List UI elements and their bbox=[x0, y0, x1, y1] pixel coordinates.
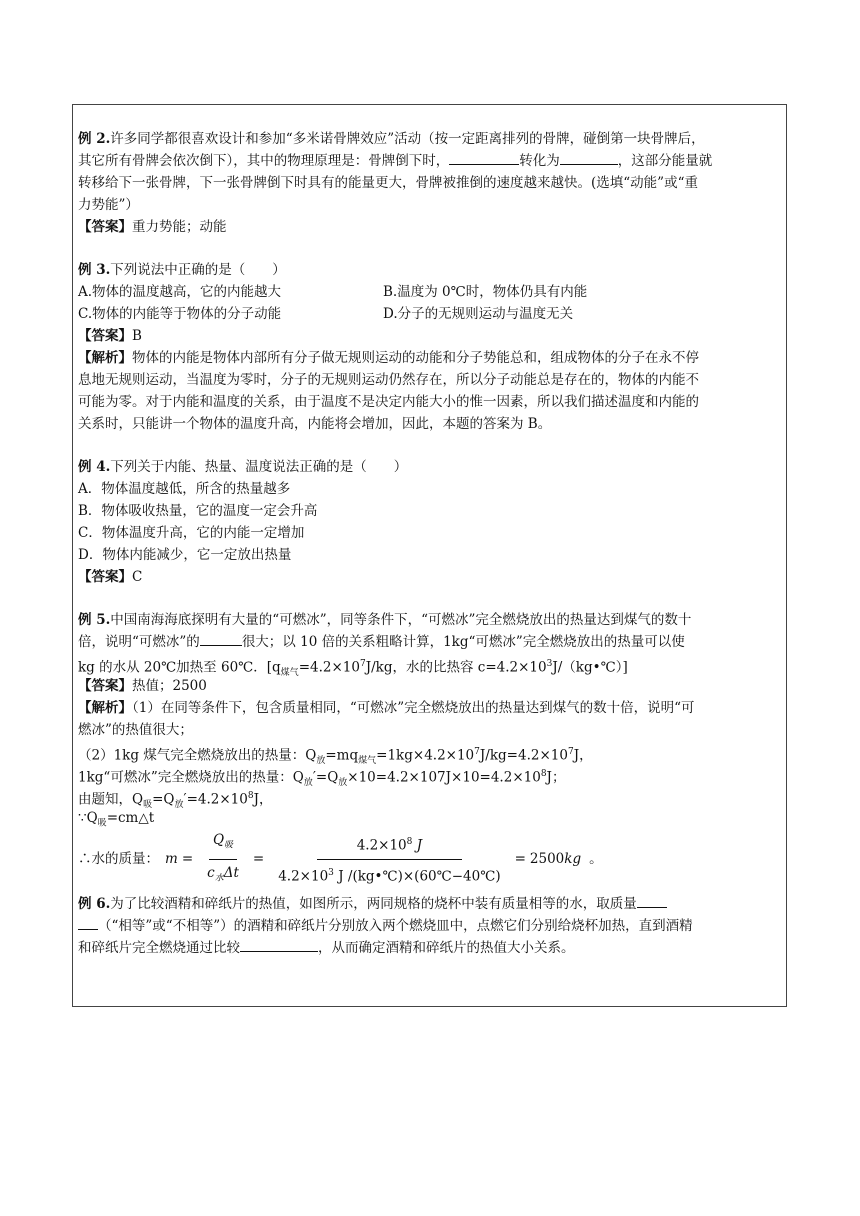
example-6-line-3b: ，从而确定酒精和碎纸片的热值大小关系。 bbox=[318, 940, 575, 956]
superscript: 8 bbox=[247, 791, 254, 801]
subscript: 吸 bbox=[143, 800, 153, 811]
superscript: 8 bbox=[406, 837, 413, 847]
formula-unit: kg bbox=[564, 851, 582, 867]
example-3-label: 例 3. bbox=[78, 262, 111, 278]
answer-label: 【答案】 bbox=[78, 569, 132, 585]
analysis-line-1: 物体的内能是物体内部所有分子做无规则运动的动能和分子势能总和，组成物体的分子在永不停 bbox=[132, 350, 699, 366]
answer-text: 重力势能；动能 bbox=[132, 219, 227, 235]
example-4 bbox=[78, 456, 784, 588]
denominator: 4.2×10 bbox=[278, 868, 329, 884]
answer-label: 【答案】 bbox=[78, 678, 132, 694]
analysis-line-2: 燃冰”的热值很大； bbox=[78, 722, 193, 738]
option-c: C．物体温度升高，它的内能一定增加 bbox=[78, 525, 305, 541]
formula-result: 2500 bbox=[529, 851, 565, 867]
equals-sign: = bbox=[514, 851, 526, 867]
analysis-line-5d: J， bbox=[253, 791, 273, 808]
example-2-line-4: 力势能”） bbox=[78, 197, 139, 213]
mass-formula bbox=[78, 831, 784, 887]
analysis-line-3c: =1kg×4.2×10 bbox=[376, 747, 475, 764]
example-5-line-2b: 很大；以 10 倍的关系粗略计算，1kg“可燃冰”完全燃烧放出的热量可以使 bbox=[241, 634, 685, 650]
answer-blank-1[interactable] bbox=[449, 150, 519, 165]
answer-text: C bbox=[132, 569, 143, 585]
subscript: 吸 bbox=[224, 840, 234, 851]
superscript: 8 bbox=[540, 769, 547, 779]
option-b: B．物体吸收热量，它的温度一定会升高 bbox=[78, 503, 318, 519]
example-3-stem: 下列说法中正确的是（ ） bbox=[110, 262, 286, 278]
option-b: B.温度为 0℃时，物体仍具有内能 bbox=[383, 284, 588, 300]
example-2 bbox=[78, 128, 784, 238]
example-5-line-3a: kg 的水从 20℃加热至 60℃．[q bbox=[78, 659, 281, 676]
example-6-line-3a: 和碎纸片完全燃烧通过比较 bbox=[78, 940, 240, 956]
superscript: 3 bbox=[328, 867, 334, 878]
superscript: 7 bbox=[359, 659, 366, 669]
answer-blank-5[interactable] bbox=[240, 937, 318, 952]
analysis-line-4d: J； bbox=[546, 769, 566, 786]
analysis-line-4a: 1kg“可燃冰”完全燃烧放出的热量：Q bbox=[78, 769, 304, 786]
example-3 bbox=[78, 259, 784, 435]
example-5-line-3c: J/kg，水的比热容 c=4.2×10 bbox=[365, 659, 547, 676]
equals-sign: = bbox=[252, 851, 265, 867]
document-body bbox=[78, 128, 784, 959]
analysis-line-4c: ×10=4.2×107J×10=4.2×10 bbox=[347, 769, 541, 786]
denominator-unit: J /(kg•℃)×(60℃−40℃) bbox=[333, 868, 501, 884]
superscript: 7 bbox=[474, 747, 480, 757]
formula-end: 。 bbox=[589, 851, 603, 867]
example-2-line-2a: 其它所有骨牌会依次倒下），其中的物理原理是：骨牌倒下时， bbox=[78, 153, 450, 169]
example-6-line-2: （“相等”或“不相等”）的酒精和碎纸片分别放入两个燃烧皿中，点燃它们分别给烧杯加热，直到酒精 bbox=[98, 918, 693, 934]
analysis-line-2: 息地无规则运动，当温度为零时，分子的无规则运动仍然存在，所以分子动能总是存在的，物体的内能不 bbox=[78, 372, 699, 388]
analysis-line-3a: （2）1kg 煤气完全燃烧放出的热量：Q bbox=[78, 747, 317, 764]
answer-label: 【答案】 bbox=[78, 219, 132, 235]
example-6-line-1a: 为了比较酒精和碎纸片的热值，如图所示，两同规格的烧杯中装有质量相等的水，取质量 bbox=[110, 896, 637, 912]
example-2-line-3: 转移给下一张骨牌，下一张骨牌倒下时具有的能量更大，骨牌被推倒的速度越来越快。(选填“动能”或“重 bbox=[78, 175, 698, 191]
subscript: 放 bbox=[303, 778, 313, 789]
example-4-stem: 下列关于内能、热量、温度说法正确的是（ ） bbox=[110, 459, 408, 475]
example-5-line-1: 中国南海海底探明有大量的“可燃冰”，同等条件下，“可燃冰”完全燃烧放出的热量达到煤气的数十 bbox=[110, 612, 692, 628]
example-2-line-2c: ，这部分能量就 bbox=[617, 153, 713, 169]
delta-t: Δt bbox=[223, 864, 239, 881]
analysis-line-6b: =cm△t bbox=[106, 810, 155, 826]
example-4-label: 例 4. bbox=[78, 459, 111, 475]
analysis-line-3b: =mq bbox=[325, 747, 359, 764]
subscript: 放 bbox=[174, 800, 184, 811]
example-5-line-2a: 倍，说明“可燃冰”的 bbox=[78, 634, 200, 650]
option-d: D．物体内能减少，它一定放出热量 bbox=[78, 547, 292, 563]
subscript: 放 bbox=[316, 756, 326, 767]
equals-sign: = bbox=[181, 851, 194, 867]
answer-blank-4b[interactable] bbox=[78, 915, 98, 930]
option-a: A．物体温度越低，所含的热量越多 bbox=[78, 481, 291, 497]
analysis-line-6a: ∵Q bbox=[78, 810, 98, 826]
option-a: A.物体的温度越高，它的内能越大 bbox=[78, 284, 282, 300]
option-c: C.物体的内能等于物体的分子动能 bbox=[78, 306, 282, 322]
analysis-line-5b: =Q bbox=[152, 791, 175, 808]
answer-text: 热值；2500 bbox=[132, 678, 207, 694]
answer-label: 【答案】 bbox=[78, 328, 132, 344]
example-5-line-3d: J/（kg•℃）] bbox=[552, 659, 628, 676]
option-d: D.分子的无规则运动与温度无关 bbox=[383, 306, 574, 322]
subscript: 煤气 bbox=[280, 668, 299, 679]
answer-blank-3[interactable] bbox=[200, 631, 242, 646]
analysis-line-3d: J/kg=4.2×10 bbox=[479, 747, 568, 764]
subscript: 放 bbox=[338, 778, 348, 789]
analysis-line-3: 可能为零。对于内能和温度的关系，由于温度不是决定内能大小的惟一因素，所以我们描述温度和内能的 bbox=[78, 394, 699, 410]
example-5-line-3b: =4.2×10 bbox=[298, 659, 360, 676]
formula-m: m bbox=[165, 851, 178, 867]
analysis-label: 【解析】 bbox=[78, 700, 132, 716]
example-2-label: 例 2. bbox=[78, 131, 111, 147]
superscript: 3 bbox=[546, 659, 553, 669]
analysis-line-1: （1）在同等条件下，包含质量相同，“可燃冰”完全燃烧放出的热量达到煤气的数十倍，说明“可 bbox=[132, 700, 695, 716]
q-symbol: Q bbox=[212, 831, 225, 848]
subscript: 吸 bbox=[97, 818, 107, 829]
fraction-symbolic bbox=[203, 829, 243, 889]
c-symbol: c bbox=[207, 864, 215, 881]
example-5 bbox=[78, 609, 784, 887]
numerator-unit: J bbox=[412, 837, 423, 854]
example-5-label: 例 5. bbox=[78, 612, 111, 628]
example-6-label: 例 6. bbox=[78, 896, 111, 912]
example-2-line-2b: 转化为 bbox=[519, 153, 560, 169]
example-2-line-1: 许多同学都很喜欢设计和参加“多米诺骨牌效应”活动（按一定距离排列的骨牌，碰倒第一块骨牌后， bbox=[110, 131, 705, 147]
analysis-line-4b: ′=Q bbox=[312, 769, 339, 786]
answer-blank-2[interactable] bbox=[560, 150, 618, 165]
answer-blank-4a[interactable] bbox=[637, 893, 667, 908]
analysis-line-3e: J， bbox=[573, 747, 593, 764]
analysis-label: 【解析】 bbox=[78, 350, 132, 366]
analysis-line-5a: 由题知，Q bbox=[78, 791, 144, 808]
superscript: 7 bbox=[567, 747, 574, 757]
analysis-line-4: 关系时，只能讲一个物体的温度升高，内能将会增加，因此，本题的答案为 B。 bbox=[78, 416, 552, 432]
example-6 bbox=[78, 893, 784, 959]
analysis-line-5c: ′=4.2×10 bbox=[183, 791, 248, 808]
numerator: 4.2×10 bbox=[356, 837, 407, 854]
answer-text: B bbox=[132, 328, 142, 344]
fraction-numeric bbox=[274, 831, 504, 887]
subscript: 水 bbox=[214, 873, 224, 884]
formula-prefix: ∴水的质量： bbox=[78, 851, 159, 867]
subscript: 煤气 bbox=[358, 756, 377, 767]
